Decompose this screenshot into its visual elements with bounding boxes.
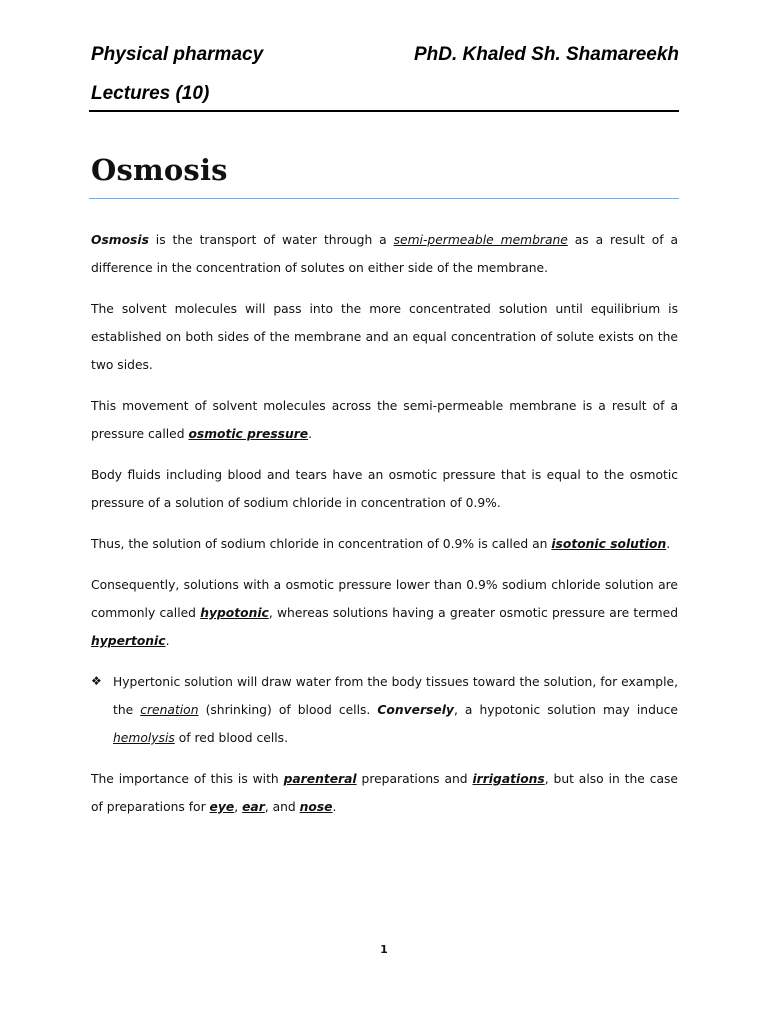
term-ear: ear [242, 800, 265, 814]
paragraph-body-fluids: Body fluids including blood and tears have an osmotic pressure that is equal to the osmotic pressure of a solution of sodium chloride in concentration of 0.9%. [91, 468, 678, 510]
paragraph-hypo-hypertonic [91, 571, 678, 655]
term-hemolysis: hemolysis [113, 731, 175, 745]
text-run: (shrinking) of blood cells. [198, 703, 378, 717]
term-hypertonic: hypertonic [91, 634, 166, 648]
text-run: of red blood cells. [174, 731, 288, 745]
term-semi-permeable-membrane: semi-permeable membrane [393, 233, 568, 247]
lecture-number: Lectures (10) [91, 83, 210, 104]
author-name: PhD. Khaled Sh. Shamareekh [413, 44, 679, 65]
text-run: Consequently, solutions with a osmotic pressure lower than 0.9% sodium chloride solution are commonly called [91, 578, 678, 620]
text-run: . [308, 427, 313, 441]
bullet-item [91, 668, 678, 752]
text-run: , but also in the case of preparations for [91, 772, 678, 814]
term-hypotonic: hypotonic [200, 606, 269, 620]
term-eye: eye [209, 800, 235, 814]
paragraph-equilibrium: The solvent molecules will pass into the more concentrated solution until equilibrium is established on both sides of the membrane and an equal concentration of solute exists on the two sides. [91, 302, 678, 372]
title-divider [89, 198, 679, 199]
text-run: . [332, 800, 337, 814]
text-run: The importance of this is with [91, 772, 284, 786]
text-run: is the transport of water through a [148, 233, 394, 247]
text-run: . [165, 634, 170, 648]
term-irrigations: irrigations [472, 772, 545, 786]
paragraph-isotonic [91, 530, 678, 558]
term-nose: nose [299, 800, 333, 814]
diamond-bullet-icon: ❖ [91, 674, 102, 688]
text-run: , whereas solutions having a greater osmotic pressure are termed [268, 606, 678, 620]
paragraph-osmotic-pressure [91, 392, 678, 448]
term-osmotic-pressure: osmotic pressure [188, 427, 309, 441]
term-crenation: crenation [140, 703, 199, 717]
paragraph-definition [91, 226, 678, 282]
header-divider [89, 110, 679, 112]
text-run: , and [264, 800, 300, 814]
term-osmosis: Osmosis [91, 233, 149, 247]
page-number: 1 [380, 943, 388, 956]
text-run: This movement of solvent molecules across the semi-permeable membrane is a result of a pressure called [91, 399, 678, 441]
text-run: Hypertonic solution will draw water from the body tissues toward the solution, for example, the [113, 675, 678, 717]
text-run: , [234, 800, 243, 814]
term-conversely: Conversely [377, 703, 454, 717]
text-run: Thus, the solution of sodium chloride in concentration of 0.9% is called an [91, 537, 552, 551]
page-title: Osmosis [91, 153, 228, 187]
term-parenteral: parenteral [283, 772, 357, 786]
course-name: Physical pharmacy [91, 44, 264, 65]
text-run: preparations and [356, 772, 473, 786]
term-isotonic-solution: isotonic solution [551, 537, 667, 551]
text-run: , a hypotonic solution may induce [453, 703, 678, 717]
document-body [91, 226, 678, 834]
text-run: as a result of a difference in the concentration of solutes on either side of the membrane. [91, 233, 678, 275]
page-header [91, 44, 679, 111]
text-run: . [666, 537, 671, 551]
paragraph-importance [91, 765, 678, 821]
